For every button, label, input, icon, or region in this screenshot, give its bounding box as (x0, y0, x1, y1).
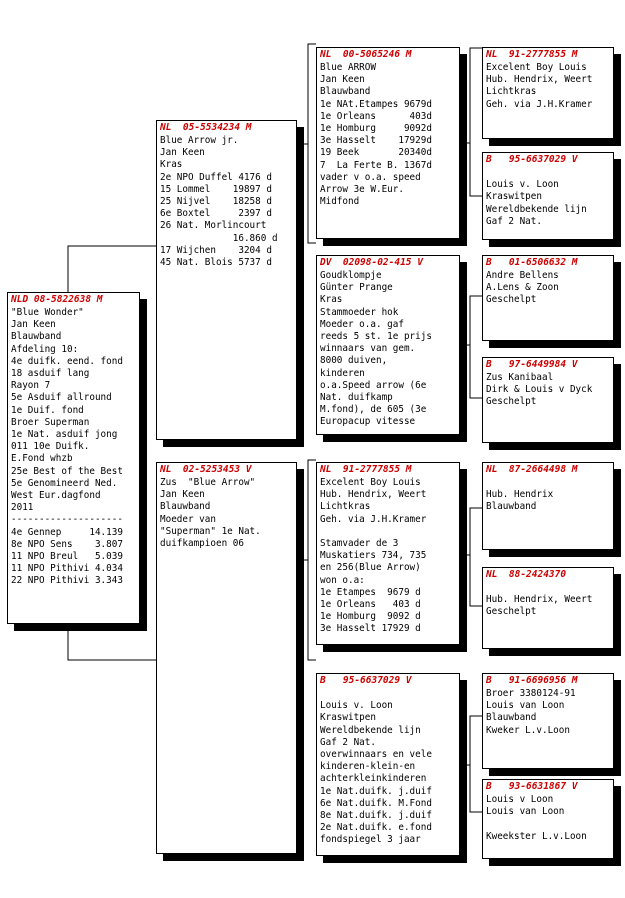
ggp-mmf-card (482, 673, 614, 769)
card-line: Dirk & Louis v Dyck (486, 384, 593, 396)
ggp-mmm-card (482, 779, 614, 859)
card-line: 6e Nat.duifk. M.Fond (320, 797, 432, 809)
card-line: 5e Asduif allround (11, 392, 112, 404)
card-line: Wereldbekende lijn (486, 203, 587, 215)
card-line: Kraswitpen (486, 191, 542, 203)
card-line: fondspiegel 3 jaar (320, 834, 421, 846)
card-line: Midfond (320, 196, 360, 208)
card-line: reeds 5 st. 1e prijs (320, 331, 432, 343)
ring-number: NL 00-5065246 M (320, 49, 412, 60)
card-line: Louis v Loon (486, 794, 554, 805)
card-line: 45 Nat. Blois 5737 d (160, 257, 272, 269)
card-body (483, 61, 613, 111)
ring-number: B 95-6637029 V (486, 154, 578, 165)
ring-number: NL 91-2777855 M (486, 49, 578, 60)
card-line: Muskatiers 734, 735 (320, 550, 427, 562)
card-line: vader v o.a. speed (320, 171, 421, 183)
card-line: Blauwband (11, 331, 62, 343)
card-line: Arrow 3e W.Eur. (320, 184, 404, 196)
card-body (483, 269, 613, 307)
subject-pigeon-card (7, 292, 140, 624)
card-line: en 256(Blue Arrow) (320, 562, 421, 574)
ring-number: NL 87-2664498 M (486, 464, 578, 475)
card-body (157, 476, 296, 550)
card-line: kinderen-klein-en (320, 761, 416, 773)
ring-number: B 93-6631867 V (486, 781, 578, 792)
card-line: Kras (320, 294, 343, 306)
card-line (486, 582, 610, 594)
card-line: Kraswitpen (320, 712, 376, 724)
card-line: 4e Gennep 14.139 (11, 526, 123, 538)
card-line: 11 NPO Breul 5.039 (11, 551, 123, 563)
card-line: 18 asduif lang (11, 368, 90, 380)
card-line: winnaars van gem. (320, 343, 416, 355)
card-body (157, 134, 296, 269)
card-line: Andre Bellens (486, 270, 559, 281)
card-line: Blauwband (486, 712, 537, 724)
card-line: Blauwband (160, 501, 211, 513)
card-line: Kras (160, 159, 183, 171)
card-line: -------------------- (11, 514, 123, 526)
card-line: 1e Homburg 9092 d (320, 611, 421, 623)
card-line: 25e Best of the Best (11, 465, 123, 477)
card-line: Zus "Blue Arrow" (160, 477, 256, 488)
card-line: 19 Beek 20340d (320, 147, 432, 159)
card-line: 25 Nijvel 18258 d (160, 196, 272, 208)
card-line: Kweekster L.v.Loon (486, 830, 587, 842)
card-line: 1e NAt.Etampes 9679d (320, 98, 432, 110)
card-line: 2e Nat.duifk. e.fond (320, 822, 432, 834)
card-line: Jan Keen (160, 489, 205, 501)
card-line (320, 688, 456, 700)
card-line: o.a.Speed arrow (6e (320, 379, 427, 391)
card-line (486, 818, 610, 830)
card-body (483, 687, 613, 737)
card-line: Gaf 2 Nat. (486, 215, 542, 227)
card-line: 1e Nat. asduif jong (11, 429, 118, 441)
ring-number: B 01-6506632 M (486, 257, 578, 268)
paternal-grandmother-card (316, 255, 460, 435)
card-line: Lichtkras (320, 501, 371, 513)
card-line: Geh. via J.H.Kramer (320, 513, 427, 525)
card-line: kinderen (320, 367, 365, 379)
card-line: 17 Wijchen 3204 d (160, 244, 272, 256)
card-line: 8e Nat.duifk. j.duif (320, 810, 432, 822)
ring-number: B 95-6637029 V (320, 675, 412, 686)
card-line: "Blue Wonder" (11, 307, 84, 318)
ring-number: NL 02-5253453 V (160, 464, 252, 475)
card-line: West Eur.dagfond (11, 490, 101, 502)
card-body (317, 269, 459, 429)
father-card (156, 120, 297, 440)
card-line: Günter Prange (320, 282, 393, 294)
ring-number: B 91-6696956 M (486, 675, 578, 686)
card-line: achterkleinkinderen (320, 773, 427, 785)
card-line: duifkampioen 06 (160, 538, 244, 550)
card-line: 3e Hasselt 17929d (320, 135, 432, 147)
ring-number: B 97-6449984 V (486, 359, 578, 370)
card-line: 1e Orleans 403 d (320, 599, 421, 611)
maternal-grandfather-card (316, 462, 460, 645)
card-line: Excelent Boy Louis (486, 62, 587, 73)
card-line: Blauwband (320, 86, 371, 98)
card-line: 16.860 d (160, 232, 278, 244)
ring-number: NL 88-2424370 (486, 569, 567, 580)
card-line: 7 La Ferte B. 1367d (320, 159, 432, 171)
card-line: Gaf 2 Nat. (320, 736, 376, 748)
card-line: 1e Orleans 403d (320, 110, 432, 122)
card-line: 8000 duiven, (320, 355, 388, 367)
ring-number: NL 05-5534234 M (160, 122, 252, 133)
card-body (483, 581, 613, 619)
card-line: Stammoeder hok (320, 306, 399, 318)
card-line: 1e Duif. fond (11, 404, 84, 416)
card-body (8, 306, 139, 588)
card-line: Kweker L.v.Loon (486, 724, 570, 736)
card-line: Hub. Hendrix, Weert (486, 74, 593, 86)
card-line: Blue ARROW (320, 62, 376, 73)
ring-number: DV 02098-02-415 V (320, 257, 423, 268)
card-body (483, 793, 613, 843)
card-body (317, 687, 459, 847)
card-line: Goudklompje (320, 270, 382, 281)
card-line (486, 477, 610, 489)
card-line: A.Lens & Zoon (486, 282, 559, 294)
card-line: Afdeling 10: (11, 343, 79, 355)
card-line: 2e NPO Duffel 4176 d (160, 171, 272, 183)
card-line: 2011 (11, 502, 34, 514)
ggp-mfm-card (482, 567, 614, 649)
card-line: Geschelpt (486, 606, 537, 618)
card-line: Wereldbekende lijn (320, 724, 421, 736)
card-line: overwinnaars en vele (320, 749, 432, 761)
card-line: Europacup vitesse (320, 416, 416, 428)
card-line: Jan Keen (11, 319, 56, 331)
card-line: 6e Boxtel 2397 d (160, 208, 272, 220)
mother-card (156, 462, 297, 854)
card-line: M.fond), de 605 (3e (320, 404, 427, 416)
card-line: won o.a: (320, 574, 365, 586)
ggp-ffm-card (482, 152, 614, 240)
ggp-fmm-card (482, 357, 614, 443)
card-line: Moeder o.a. gaf (320, 318, 404, 330)
card-line: Excelent Boy Louis (320, 477, 421, 488)
ring-number: NLD 08-5822638 M (11, 294, 103, 305)
card-line: Geh. via J.H.Kramer (486, 98, 593, 110)
card-body (483, 371, 613, 409)
card-line: Hub. Hendrix (486, 489, 554, 501)
card-line: 26 Nat. Morlincourt (160, 220, 267, 232)
card-line: 5e Genomineerd Ned. (11, 477, 118, 489)
card-body (483, 166, 613, 228)
card-line: 011 10e Duifk. (11, 441, 90, 453)
card-line: Geschelpt (486, 396, 537, 408)
card-line: 11 NPO Pithivi 4.034 (11, 563, 123, 575)
card-line: Louis van Loon (486, 806, 565, 818)
card-line: Broer 3380124-91 (486, 688, 576, 699)
card-line: 22 NPO Pithivi 3.343 (11, 575, 123, 587)
card-line: Rayon 7 (11, 380, 51, 392)
card-line: Louis van Loon (486, 700, 565, 712)
card-line: 8e NPO Sens 3.807 (11, 538, 123, 550)
card-line: Hub. Hendrix, Weert (486, 594, 593, 606)
card-line: Blue Arrow jr. (160, 135, 239, 146)
card-line: Lichtkras (486, 86, 537, 98)
card-line: Nat. duifkamp (320, 392, 393, 404)
card-line: Hub. Hendrix, Weert (320, 489, 427, 501)
card-line (486, 167, 610, 179)
card-line (320, 526, 456, 538)
maternal-grandmother-card (316, 673, 460, 856)
card-line: Geschelpt (486, 294, 537, 306)
card-line: Stamvader de 3 (320, 538, 399, 550)
card-line: 1e Etampes 9679 d (320, 586, 421, 598)
paternal-grandfather-card (316, 47, 460, 239)
card-body (317, 476, 459, 636)
card-line: Broer Superman (11, 416, 90, 428)
card-line: 3e Hasselt 17929 d (320, 623, 421, 635)
card-line: "Superman" 1e Nat. (160, 525, 261, 537)
card-line: Blauwband (486, 501, 537, 513)
card-body (483, 476, 613, 514)
card-line: Jan Keen (320, 74, 365, 86)
ggp-mff-card (482, 462, 614, 550)
ggp-fff-card (482, 47, 614, 139)
card-line: Louis v. Loon (320, 700, 393, 712)
ring-number: NL 91-2777855 M (320, 464, 412, 475)
card-body (317, 61, 459, 208)
card-line: Moeder van (160, 513, 216, 525)
card-line: 1e Nat.duifk. j.duif (320, 785, 432, 797)
card-line: E.Fond whzb (11, 453, 73, 465)
card-line: Zus Kanibaal (486, 372, 554, 383)
card-line: 4e duifk. eend. fond (11, 355, 123, 367)
ggp-fmf-card (482, 255, 614, 341)
card-line: 15 Lommel 19897 d (160, 183, 272, 195)
card-line: Louis v. Loon (486, 179, 559, 191)
card-line: 1e Homburg 9092d (320, 123, 432, 135)
card-line: Jan Keen (160, 147, 205, 159)
